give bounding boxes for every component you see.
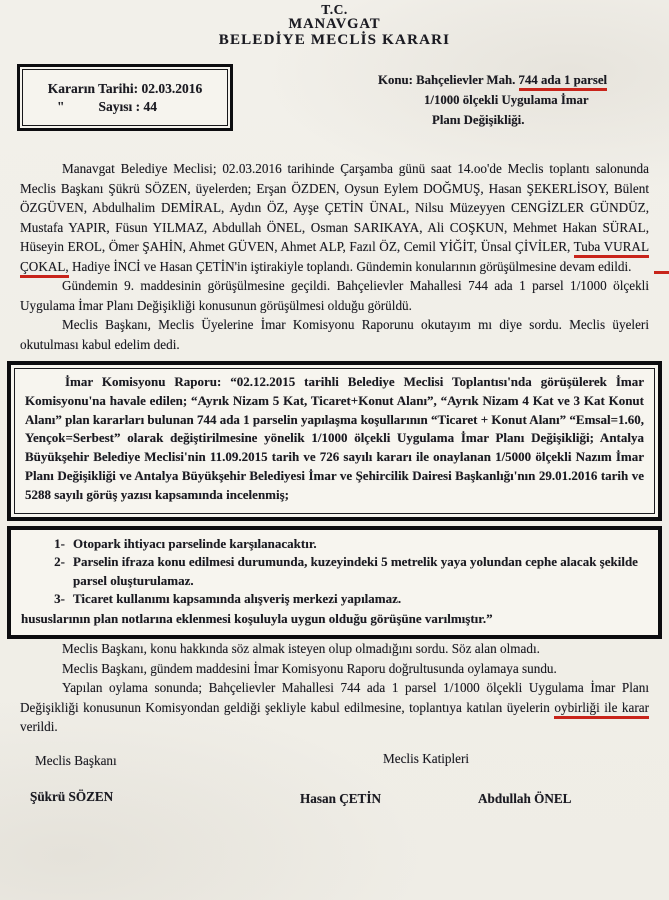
paragraph-no-speakers: Meclis Başkanı, konu hakkında söz almak isteyen olup olmadığını sordu. Söz alan olmadı.: [62, 641, 540, 657]
decision-number-line: [29, 98, 221, 116]
header-title: BELEDİYE MECLİS KARARI: [218, 32, 451, 48]
top-row: [0, 64, 669, 159]
decision-number: Sayısı : 44: [98, 98, 157, 114]
paragraph-report-reading: Meclis Başkanı, Meclis Üyelerine İmar Komisyonu Raporunu okutayım mı diye sordu. Meclis üyeleri okutulması kabul edelim dedi.: [20, 317, 649, 352]
underlined-unanimous-decision: oybirliği ile karar: [554, 700, 649, 719]
paragraph-vote-call: Meclis Başkanı, gündem maddesini İmar Komisyonu Raporu doğrultusunda oylamaya sundu.: [62, 660, 557, 676]
conditions-closing: hususlarının plan notlarına eklenmesi koşuluyla uygun olduğu görüşüne varılmıştır.”: [21, 610, 493, 626]
condition-number: 2-: [54, 554, 65, 570]
document-body: [20, 159, 649, 354]
header-republic: T.C.: [321, 2, 348, 17]
decision-date-label: Kararın Tarihi:: [47, 80, 139, 96]
signature-title-chairman: Meclis Başkanı: [35, 752, 117, 768]
signature-title-clerks: Meclis Katipleri: [383, 750, 470, 766]
decision-meta-inner: [22, 69, 228, 126]
condition-item: [21, 535, 648, 554]
signature-block: [0, 750, 669, 833]
paragraph-decision: Yapılan oylama sonunda; Bahçelievler Mahallesi 744 ada 1 parsel 1/1000 ölçekli Uygulama İmar Planı Değişikliği konusunun Komisyondan geldiği şekliyle kabul edilmesine, toplantıya katılan üyelerin oybirliği ile karar verildi.: [20, 680, 649, 735]
ditto-mark: ": [57, 98, 65, 114]
condition-number: 3-: [54, 591, 65, 607]
signature-name-clerk-1: Hasan ÇETİN: [300, 790, 381, 806]
header-municipality: MANAVGAT: [288, 16, 381, 32]
document-header: [0, 0, 669, 49]
condition-text: Otopark ihtiyacı parselinde karşılanacaktır.: [73, 535, 317, 551]
decision-date-value: 02.03.2016: [141, 80, 203, 96]
signature-name-clerk-2: Abdullah ÖNEL: [478, 790, 572, 806]
document-body-lower: [20, 639, 649, 737]
signature-name-chairman: Şükrü SÖZEN: [30, 788, 114, 804]
red-underline-edge-mark: [654, 271, 669, 274]
condition-text: Parselin ifraza konu edilmesi durumunda, kuzeyindeki 5 metrelik yaya yolundan cephe alacak şekilde parsel oluşturulamaz.: [73, 554, 638, 588]
subject-block: [378, 70, 650, 130]
conditions-box: [7, 526, 662, 640]
subject-line-1: Konu: Bahçelievler Mah. 744 ada 1 parsel: [378, 70, 650, 90]
commission-report-inner: [14, 368, 655, 514]
condition-number: 1-: [54, 535, 65, 551]
subject-label: Konu:: [378, 73, 413, 87]
commission-report-text: İmar Komisyonu Raporu: “02.12.2015 tarihli Belediye Meclisi Toplantısı'nda görüşülerek İmar Komisyonu'na havale edilen; “Ayrık Nizam 5 Kat, Ticaret+Konut Alanı”, “Ayrık Nizam 4 Kat ve 3 Kat Konut Alanı” plan kararları bulunan 744 ada 1 parselin yapılaşma koşullarının “Ticaret + Konut Alanı” “Emsal=1.60, Yençok=Serbest” olarak değiştirilmesine yönelik 1/1000 ölçekli Uygulama İmar Planı Değişikliği; Antalya Büyükşehir Belediye Meclisi'nin 11.09.2015 tarih ve 726 sayılı kararı ile onaylanan 1/5000 ölçekli Nazım İmar Planı Değişikliği ve Antalya Büyükşehir Belediyesi İmar ve Şehircilik Dairesi Başkanlığı'nın 29.01.2016 tarih ve 5288 sayılı görüş yazısı kapsamında incelenmiş;: [25, 374, 644, 502]
condition-item: [21, 590, 648, 609]
condition-text: Ticaret kullanımı kapsamında alışveriş merkezi yapılamaz.: [73, 591, 402, 607]
subject-parcel-underlined: 744 ada 1 parsel: [519, 73, 608, 91]
decision-date-line: [29, 80, 221, 98]
subject-line-3: Planı Değişikliği.: [432, 113, 525, 127]
underlined-member-name: Tuba VURAL ÇOKAL,: [20, 239, 649, 278]
decision-meta-box: [17, 64, 233, 131]
commission-report-box: [7, 361, 662, 521]
subject-line-2: 1/1000 ölçekli Uygulama İmar: [424, 93, 589, 107]
condition-item: [21, 553, 648, 590]
paragraph-attendance: Manavgat Belediye Meclisi; 02.03.2016 tarihinde Çarşamba günü saat 14.oo'de Meclis toplantı salonunda Meclis Başkanı Şükrü SÖZEN, üyelerden; Erşan ÖZDEN, Oysun Eylem DOĞMUŞ, Hasan ŞEKERLİSOY, Bülent ÖZGÜVEN, Abdulhalim DEMİRAL, Aydın ÖZ, Ayşe ÇETİN ÜNAL, Nilsu Müzeyyen CENGİZLER GÜNDÜZ, Mustafa YAPIR, Füsun YILMAZ, Abdullah ÖNEL, Osman SARIKAYA, Ali COŞKUN, Mehmet Hakan SÜRAL, Hüseyin EROL, Ömer ŞAHİN, Ahmet GÜVEN, Ahmet ALP, Fazıl ÖZ, Cemil YİĞİT, Ünsal ÇİVİLER, Tuba VURAL ÇOKAL, Hadiye İNCİ ve Hasan ÇETİN'in iştirakiyle toplandı. Gündemin konularının görüşülmesine devam edildi.: [20, 159, 649, 276]
paragraph-agenda-item: Gündemin 9. maddesinin görüşülmesine geçildi. Bahçelievler Mahallesi 744 ada 1 parsel 1/1000 ölçekli Uygulama İmar Planı Değişikliği konusunun görüşülmesi olduğu görüldü.: [20, 278, 649, 313]
